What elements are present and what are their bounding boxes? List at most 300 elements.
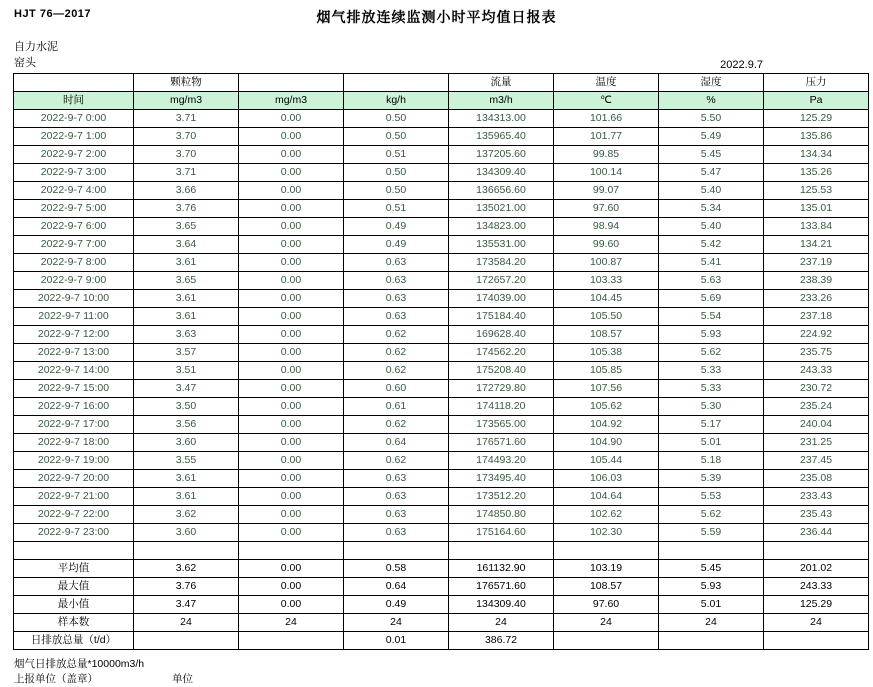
table-cell-value: 135.86 bbox=[764, 128, 869, 146]
table-cell-summary-value: 125.29 bbox=[764, 596, 869, 614]
table-group-header-cell: 压力 bbox=[764, 74, 869, 92]
table-cell-value: 175184.40 bbox=[449, 308, 554, 326]
table-cell-value: 0.61 bbox=[344, 398, 449, 416]
table-cell-time: 2022-9-7 19:00 bbox=[14, 452, 134, 470]
company-name: 自力水泥 bbox=[14, 41, 58, 53]
unit-name: 窑头 bbox=[14, 57, 36, 69]
table-cell-value: 174118.20 bbox=[449, 398, 554, 416]
table-cell-summary-value: 243.33 bbox=[764, 578, 869, 596]
table-cell-value: 0.62 bbox=[344, 416, 449, 434]
table-cell-summary-value: 5.45 bbox=[659, 560, 764, 578]
table-cell-value: 3.51 bbox=[134, 362, 239, 380]
table-cell-time: 2022-9-7 17:00 bbox=[14, 416, 134, 434]
table-cell-value: 0.00 bbox=[239, 182, 344, 200]
table-cell-value: 3.57 bbox=[134, 344, 239, 362]
table-cell-summary-value bbox=[659, 632, 764, 650]
table-cell-value: 237.45 bbox=[764, 452, 869, 470]
table-row bbox=[14, 272, 869, 290]
table-cell-value: 5.49 bbox=[659, 128, 764, 146]
table-cell-value: 3.76 bbox=[134, 200, 239, 218]
table-cell-value: 5.59 bbox=[659, 524, 764, 542]
footer-total-note: 烟气日排放总量*10000m3/h bbox=[14, 658, 145, 670]
table-cell-value: 0.64 bbox=[344, 434, 449, 452]
table-cell-value: 0.50 bbox=[344, 128, 449, 146]
table-cell-value: 236.44 bbox=[764, 524, 869, 542]
table-spacer-cell bbox=[449, 542, 554, 560]
table-row bbox=[14, 398, 869, 416]
table-cell-value: 3.71 bbox=[134, 110, 239, 128]
table-summary-row bbox=[14, 632, 869, 650]
table-cell-value: 100.14 bbox=[554, 164, 659, 182]
table-cell-summary-value: 5.93 bbox=[659, 578, 764, 596]
table-cell-value: 135.26 bbox=[764, 164, 869, 182]
table-cell-summary-label: 最大值 bbox=[14, 578, 134, 596]
table-unit-header-cell: mg/m3 bbox=[134, 92, 239, 110]
table-cell-summary-value: 3.76 bbox=[134, 578, 239, 596]
table-cell-time: 2022-9-7 0:00 bbox=[14, 110, 134, 128]
table-row bbox=[14, 254, 869, 272]
footer-reporting-unit-label: 上报单位（盖章） bbox=[14, 673, 98, 685]
table-cell-summary-label: 平均值 bbox=[14, 560, 134, 578]
table-cell-value: 5.33 bbox=[659, 380, 764, 398]
table-cell-time: 2022-9-7 13:00 bbox=[14, 344, 134, 362]
table-cell-value: 105.62 bbox=[554, 398, 659, 416]
table-cell-value: 106.03 bbox=[554, 470, 659, 488]
table-cell-value: 0.00 bbox=[239, 524, 344, 542]
table-cell-value: 231.25 bbox=[764, 434, 869, 452]
table-cell-summary-value: 103.19 bbox=[554, 560, 659, 578]
table-cell-value: 5.54 bbox=[659, 308, 764, 326]
table-cell-value: 0.62 bbox=[344, 452, 449, 470]
table-spacer-cell bbox=[554, 542, 659, 560]
table-cell-summary-value: 176571.60 bbox=[449, 578, 554, 596]
table-cell-value: 173495.40 bbox=[449, 470, 554, 488]
table-cell-time: 2022-9-7 7:00 bbox=[14, 236, 134, 254]
table-cell-time: 2022-9-7 2:00 bbox=[14, 146, 134, 164]
table-cell-value: 3.61 bbox=[134, 254, 239, 272]
table-cell-value: 173584.20 bbox=[449, 254, 554, 272]
table-row bbox=[14, 434, 869, 452]
table-cell-value: 0.00 bbox=[239, 344, 344, 362]
table-unit-header-cell: % bbox=[659, 92, 764, 110]
table-cell-summary-value: 24 bbox=[449, 614, 554, 632]
table-unit-header-cell: 时间 bbox=[14, 92, 134, 110]
table-cell-value: 237.18 bbox=[764, 308, 869, 326]
table-cell-value: 3.47 bbox=[134, 380, 239, 398]
table-cell-value: 0.00 bbox=[239, 218, 344, 236]
table-cell-summary-value: 0.01 bbox=[344, 632, 449, 650]
table-group-header-cell: 流量 bbox=[449, 74, 554, 92]
table-row bbox=[14, 524, 869, 542]
table-cell-value: 3.56 bbox=[134, 416, 239, 434]
table-cell-value: 99.07 bbox=[554, 182, 659, 200]
table-cell-summary-value: 24 bbox=[659, 614, 764, 632]
table-cell-time: 2022-9-7 21:00 bbox=[14, 488, 134, 506]
table-cell-value: 173565.00 bbox=[449, 416, 554, 434]
table-spacer-cell bbox=[344, 542, 449, 560]
table-cell-value: 169628.40 bbox=[449, 326, 554, 344]
table-cell-summary-value: 24 bbox=[554, 614, 659, 632]
table-cell-value: 105.44 bbox=[554, 452, 659, 470]
table-cell-value: 0.50 bbox=[344, 110, 449, 128]
table-cell-time: 2022-9-7 4:00 bbox=[14, 182, 134, 200]
table-cell-value: 0.00 bbox=[239, 200, 344, 218]
table-cell-value: 5.33 bbox=[659, 362, 764, 380]
table-cell-value: 3.63 bbox=[134, 326, 239, 344]
table-cell-time: 2022-9-7 3:00 bbox=[14, 164, 134, 182]
table-cell-value: 0.49 bbox=[344, 218, 449, 236]
table-cell-value: 5.62 bbox=[659, 506, 764, 524]
table-cell-summary-value: 161132.90 bbox=[449, 560, 554, 578]
footer-reporting-unit bbox=[14, 672, 863, 687]
table-cell-summary-label: 样本数 bbox=[14, 614, 134, 632]
table-cell-value: 3.64 bbox=[134, 236, 239, 254]
table-row bbox=[14, 218, 869, 236]
table-cell-value: 175164.60 bbox=[449, 524, 554, 542]
table-cell-value: 3.61 bbox=[134, 488, 239, 506]
table-cell-value: 5.01 bbox=[659, 434, 764, 452]
table-cell-value: 125.29 bbox=[764, 110, 869, 128]
table-cell-value: 0.00 bbox=[239, 326, 344, 344]
table-group-header-cell bbox=[239, 74, 344, 92]
table-cell-time: 2022-9-7 15:00 bbox=[14, 380, 134, 398]
table-cell-summary-value: 0.64 bbox=[344, 578, 449, 596]
table-cell-summary-label: 日排放总量（t/d） bbox=[14, 632, 134, 650]
table-cell-value: 97.60 bbox=[554, 200, 659, 218]
table-cell-time: 2022-9-7 9:00 bbox=[14, 272, 134, 290]
table-cell-value: 3.50 bbox=[134, 398, 239, 416]
table-cell-value: 243.33 bbox=[764, 362, 869, 380]
table-cell-value: 135021.00 bbox=[449, 200, 554, 218]
table-row bbox=[14, 380, 869, 398]
table-cell-time: 2022-9-7 6:00 bbox=[14, 218, 134, 236]
table-cell-value: 0.00 bbox=[239, 128, 344, 146]
table-cell-time: 2022-9-7 16:00 bbox=[14, 398, 134, 416]
table-row bbox=[14, 146, 869, 164]
table-cell-value: 0.50 bbox=[344, 182, 449, 200]
table-cell-value: 104.45 bbox=[554, 290, 659, 308]
table-cell-value: 3.70 bbox=[134, 146, 239, 164]
table-cell-value: 172729.80 bbox=[449, 380, 554, 398]
table-unit-header-cell: m3/h bbox=[449, 92, 554, 110]
table-cell-value: 105.85 bbox=[554, 362, 659, 380]
table-cell-value: 99.60 bbox=[554, 236, 659, 254]
table-cell-value: 0.00 bbox=[239, 452, 344, 470]
table-cell-value: 135965.40 bbox=[449, 128, 554, 146]
footer-notes bbox=[14, 657, 863, 687]
table-cell-value: 3.65 bbox=[134, 272, 239, 290]
table-cell-value: 235.24 bbox=[764, 398, 869, 416]
table-cell-value: 237.19 bbox=[764, 254, 869, 272]
table-cell-summary-value: 201.02 bbox=[764, 560, 869, 578]
table-cell-value: 100.87 bbox=[554, 254, 659, 272]
table-cell-value: 0.00 bbox=[239, 236, 344, 254]
table-summary-row bbox=[14, 560, 869, 578]
table-cell-value: 0.63 bbox=[344, 524, 449, 542]
table-cell-value: 174039.00 bbox=[449, 290, 554, 308]
table-cell-value: 3.60 bbox=[134, 524, 239, 542]
table-cell-value: 104.92 bbox=[554, 416, 659, 434]
table-cell-time: 2022-9-7 5:00 bbox=[14, 200, 134, 218]
table-cell-time: 2022-9-7 10:00 bbox=[14, 290, 134, 308]
table-cell-value: 0.62 bbox=[344, 362, 449, 380]
table-cell-value: 235.75 bbox=[764, 344, 869, 362]
table-cell-value: 103.33 bbox=[554, 272, 659, 290]
table-cell-value: 134.34 bbox=[764, 146, 869, 164]
table-spacer-cell bbox=[659, 542, 764, 560]
table-cell-value: 99.85 bbox=[554, 146, 659, 164]
table-cell-value: 5.40 bbox=[659, 182, 764, 200]
table-cell-summary-value: 0.49 bbox=[344, 596, 449, 614]
table-cell-summary-value bbox=[764, 632, 869, 650]
table-cell-value: 0.00 bbox=[239, 398, 344, 416]
footer-unit-label: 单位 bbox=[172, 673, 193, 685]
table-cell-summary-value: 3.62 bbox=[134, 560, 239, 578]
table-cell-time: 2022-9-7 22:00 bbox=[14, 506, 134, 524]
table-cell-time: 2022-9-7 20:00 bbox=[14, 470, 134, 488]
table-cell-value: 173512.20 bbox=[449, 488, 554, 506]
table-cell-value: 233.26 bbox=[764, 290, 869, 308]
table-cell-value: 0.00 bbox=[239, 434, 344, 452]
table-cell-value: 5.39 bbox=[659, 470, 764, 488]
table-row bbox=[14, 416, 869, 434]
table-row bbox=[14, 488, 869, 506]
table-cell-value: 235.43 bbox=[764, 506, 869, 524]
table-cell-value: 3.61 bbox=[134, 308, 239, 326]
table-header-group-row bbox=[14, 74, 869, 92]
table-cell-value: 5.62 bbox=[659, 344, 764, 362]
table-cell-value: 230.72 bbox=[764, 380, 869, 398]
table-cell-value: 0.00 bbox=[239, 254, 344, 272]
table-cell-value: 0.00 bbox=[239, 164, 344, 182]
table-cell-value: 176571.60 bbox=[449, 434, 554, 452]
table-cell-value: 224.92 bbox=[764, 326, 869, 344]
table-cell-value: 3.70 bbox=[134, 128, 239, 146]
table-cell-value: 0.63 bbox=[344, 254, 449, 272]
table-cell-value: 0.51 bbox=[344, 200, 449, 218]
table-cell-summary-value bbox=[239, 632, 344, 650]
table-cell-value: 5.50 bbox=[659, 110, 764, 128]
table-cell-summary-value: 0.58 bbox=[344, 560, 449, 578]
table-cell-time: 2022-9-7 14:00 bbox=[14, 362, 134, 380]
table-cell-summary-value: 97.60 bbox=[554, 596, 659, 614]
table-cell-time: 2022-9-7 1:00 bbox=[14, 128, 134, 146]
table-group-header-cell: 湿度 bbox=[659, 74, 764, 92]
table-cell-value: 5.47 bbox=[659, 164, 764, 182]
table-cell-value: 3.65 bbox=[134, 218, 239, 236]
table-cell-value: 0.00 bbox=[239, 308, 344, 326]
table-cell-value: 5.34 bbox=[659, 200, 764, 218]
table-cell-value: 233.43 bbox=[764, 488, 869, 506]
table-summary-row bbox=[14, 578, 869, 596]
table-cell-summary-value: 0.00 bbox=[239, 578, 344, 596]
table-cell-summary-value: 24 bbox=[344, 614, 449, 632]
table-cell-summary-value: 3.47 bbox=[134, 596, 239, 614]
table-cell-value: 0.60 bbox=[344, 380, 449, 398]
table-cell-value: 125.53 bbox=[764, 182, 869, 200]
table-row bbox=[14, 506, 869, 524]
table-cell-value: 5.93 bbox=[659, 326, 764, 344]
table-spacer-cell bbox=[134, 542, 239, 560]
table-cell-summary-value: 134309.40 bbox=[449, 596, 554, 614]
table-unit-header-cell: Pa bbox=[764, 92, 869, 110]
table-cell-value: 174850.80 bbox=[449, 506, 554, 524]
table-cell-summary-value: 24 bbox=[764, 614, 869, 632]
table-cell-value: 0.62 bbox=[344, 326, 449, 344]
table-cell-time: 2022-9-7 23:00 bbox=[14, 524, 134, 542]
table-cell-value: 104.90 bbox=[554, 434, 659, 452]
table-cell-value: 0.62 bbox=[344, 344, 449, 362]
table-unit-header-cell: ℃ bbox=[554, 92, 659, 110]
table-group-header-cell bbox=[14, 74, 134, 92]
table-cell-value: 3.61 bbox=[134, 470, 239, 488]
table-cell-value: 5.18 bbox=[659, 452, 764, 470]
table-unit-header-cell: mg/m3 bbox=[239, 92, 344, 110]
table-group-header-cell: 颗粒物 bbox=[134, 74, 239, 92]
table-cell-summary-value: 24 bbox=[239, 614, 344, 632]
table-cell-summary-label: 最小值 bbox=[14, 596, 134, 614]
table-row bbox=[14, 362, 869, 380]
table-unit-header-cell: kg/h bbox=[344, 92, 449, 110]
page-title: 烟气排放连续监测小时平均值日报表 bbox=[316, 9, 557, 25]
table-cell-summary-value bbox=[554, 632, 659, 650]
table-cell-value: 5.41 bbox=[659, 254, 764, 272]
table-cell-value: 0.00 bbox=[239, 506, 344, 524]
table-cell-value: 0.00 bbox=[239, 470, 344, 488]
table-cell-value: 0.00 bbox=[239, 488, 344, 506]
table-row bbox=[14, 326, 869, 344]
table-cell-value: 101.77 bbox=[554, 128, 659, 146]
table-cell-value: 137205.60 bbox=[449, 146, 554, 164]
table-cell-value: 0.63 bbox=[344, 290, 449, 308]
table-cell-value: 105.38 bbox=[554, 344, 659, 362]
table-cell-time: 2022-9-7 12:00 bbox=[14, 326, 134, 344]
table-row bbox=[14, 110, 869, 128]
standard-code: HJT 76—2017 bbox=[14, 8, 92, 20]
table-row bbox=[14, 200, 869, 218]
table-cell-value: 0.00 bbox=[239, 146, 344, 164]
table-row bbox=[14, 182, 869, 200]
table-cell-value: 0.00 bbox=[239, 272, 344, 290]
table-row bbox=[14, 128, 869, 146]
table-cell-value: 0.00 bbox=[239, 380, 344, 398]
table-cell-summary-value: 24 bbox=[134, 614, 239, 632]
table-cell-summary-value: 5.01 bbox=[659, 596, 764, 614]
table-cell-value: 108.57 bbox=[554, 326, 659, 344]
table-cell-value: 0.49 bbox=[344, 236, 449, 254]
table-cell-value: 3.62 bbox=[134, 506, 239, 524]
table-cell-value: 0.63 bbox=[344, 308, 449, 326]
table-cell-value: 134309.40 bbox=[449, 164, 554, 182]
table-cell-value: 134313.00 bbox=[449, 110, 554, 128]
table-cell-value: 5.69 bbox=[659, 290, 764, 308]
table-cell-value: 98.94 bbox=[554, 218, 659, 236]
table-cell-time: 2022-9-7 18:00 bbox=[14, 434, 134, 452]
table-cell-time: 2022-9-7 8:00 bbox=[14, 254, 134, 272]
table-cell-value: 102.62 bbox=[554, 506, 659, 524]
table-cell-summary-value bbox=[134, 632, 239, 650]
table-cell-value: 3.60 bbox=[134, 434, 239, 452]
table-cell-time: 2022-9-7 11:00 bbox=[14, 308, 134, 326]
table-cell-value: 107.56 bbox=[554, 380, 659, 398]
table-row bbox=[14, 452, 869, 470]
table-spacer-cell bbox=[14, 542, 134, 560]
table-cell-value: 0.00 bbox=[239, 290, 344, 308]
table-cell-value: 235.08 bbox=[764, 470, 869, 488]
table-cell-value: 5.17 bbox=[659, 416, 764, 434]
table-cell-value: 0.63 bbox=[344, 506, 449, 524]
table-cell-value: 5.45 bbox=[659, 146, 764, 164]
table-cell-summary-value: 0.00 bbox=[239, 560, 344, 578]
table-summary-row bbox=[14, 596, 869, 614]
table-row bbox=[14, 236, 869, 254]
table-cell-value: 0.00 bbox=[239, 416, 344, 434]
table-summary-row bbox=[14, 614, 869, 632]
table-cell-value: 101.66 bbox=[554, 110, 659, 128]
table-cell-value: 3.55 bbox=[134, 452, 239, 470]
table-group-header-cell bbox=[344, 74, 449, 92]
table-row bbox=[14, 164, 869, 182]
table-cell-summary-value: 386.72 bbox=[449, 632, 554, 650]
table-cell-value: 0.63 bbox=[344, 272, 449, 290]
table-cell-value: 134823.00 bbox=[449, 218, 554, 236]
table-cell-value: 3.61 bbox=[134, 290, 239, 308]
table-cell-value: 0.63 bbox=[344, 470, 449, 488]
table-row bbox=[14, 290, 869, 308]
table-cell-value: 0.00 bbox=[239, 110, 344, 128]
table-cell-value: 136656.60 bbox=[449, 182, 554, 200]
table-cell-value: 0.50 bbox=[344, 164, 449, 182]
table-row bbox=[14, 308, 869, 326]
table-cell-summary-value: 108.57 bbox=[554, 578, 659, 596]
meta-section bbox=[14, 39, 863, 73]
table-row bbox=[14, 470, 869, 488]
table-cell-value: 240.04 bbox=[764, 416, 869, 434]
table-cell-value: 5.53 bbox=[659, 488, 764, 506]
table-cell-value: 5.63 bbox=[659, 272, 764, 290]
table-cell-value: 172657.20 bbox=[449, 272, 554, 290]
table-cell-value: 5.42 bbox=[659, 236, 764, 254]
table-cell-value: 0.00 bbox=[239, 362, 344, 380]
table-cell-value: 134.21 bbox=[764, 236, 869, 254]
table-cell-value: 135531.00 bbox=[449, 236, 554, 254]
table-cell-value: 105.50 bbox=[554, 308, 659, 326]
report-date: 2022.9.7 bbox=[720, 59, 763, 71]
table-cell-value: 104.64 bbox=[554, 488, 659, 506]
table-cell-value: 3.71 bbox=[134, 164, 239, 182]
table-header-units-row bbox=[14, 92, 869, 110]
emission-report-table bbox=[13, 73, 869, 650]
table-cell-value: 175208.40 bbox=[449, 362, 554, 380]
table-cell-value: 0.63 bbox=[344, 488, 449, 506]
table-spacer-cell bbox=[239, 542, 344, 560]
table-cell-value: 0.51 bbox=[344, 146, 449, 164]
table-group-header-cell: 温度 bbox=[554, 74, 659, 92]
table-cell-summary-value: 0.00 bbox=[239, 596, 344, 614]
table-cell-value: 238.39 bbox=[764, 272, 869, 290]
table-cell-value: 102.30 bbox=[554, 524, 659, 542]
table-cell-value: 133.84 bbox=[764, 218, 869, 236]
table-cell-value: 3.66 bbox=[134, 182, 239, 200]
table-cell-value: 5.40 bbox=[659, 218, 764, 236]
table-spacer-cell bbox=[764, 542, 869, 560]
table-cell-value: 174493.20 bbox=[449, 452, 554, 470]
table-cell-value: 5.30 bbox=[659, 398, 764, 416]
table-cell-value: 135.01 bbox=[764, 200, 869, 218]
table-cell-value: 174562.20 bbox=[449, 344, 554, 362]
table-row bbox=[14, 344, 869, 362]
table-spacer-row bbox=[14, 542, 869, 560]
